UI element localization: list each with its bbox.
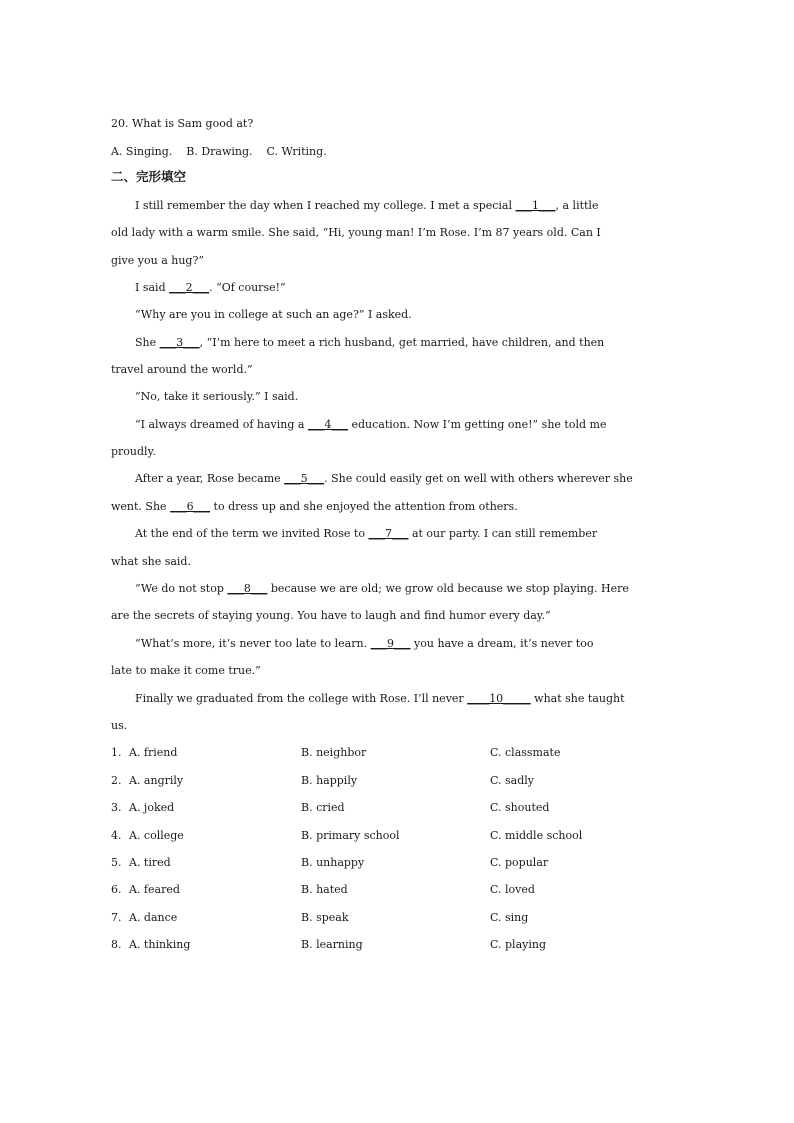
blank-6: ___6___ xyxy=(170,500,211,513)
option-row-5: 5. A. tired B. unhappy C. popular xyxy=(111,856,549,869)
option-b: B. neighbor xyxy=(301,746,367,759)
option-b: B. primary school xyxy=(301,829,400,842)
passage-line: After a year, Rose became ___5___. She could easily get on well with others wherever she xyxy=(135,472,633,485)
passage-line: I said ___2___. “Of course!” xyxy=(135,281,286,294)
option-b: B. unhappy xyxy=(301,856,365,869)
option-a: A. thinking xyxy=(129,938,191,951)
passage-line: “I always dreamed of having a ___4___ education. Now I’m getting one!” she told me xyxy=(135,418,607,431)
option-row-7: 7. A. dance B. speak C. sing xyxy=(111,911,529,924)
passage-line: “No, take it seriously.” I said. xyxy=(135,390,299,403)
question-20-options: A. Singing. B. Drawing. C. Writing. xyxy=(111,145,327,158)
passage-line: proudly. xyxy=(111,445,156,458)
passage-line: old lady with a warm smile. She said, “Hi, young man! I’m Rose. I’m 87 years old. Can I xyxy=(111,226,601,239)
option-c: C. playing xyxy=(490,938,546,951)
option-row-6: 6. A. feared B. hated C. loved xyxy=(111,883,535,896)
blank-1: ___1___ xyxy=(515,199,556,212)
passage-line: what she said. xyxy=(111,555,191,568)
option-b: B. happily xyxy=(301,774,358,787)
option-c: C. loved xyxy=(490,883,535,896)
passage-line: “Why are you in college at such an age?” I asked. xyxy=(135,308,412,321)
blank-2: ___2___ xyxy=(169,281,210,294)
option-b: B. speak xyxy=(301,911,349,924)
blank-5: ___5___ xyxy=(284,472,325,485)
passage-line: I still remember the day when I reached my college. I met a special ___1___, a little xyxy=(135,199,599,212)
option-a: A. feared xyxy=(129,883,180,896)
blank-10: ____10_____ xyxy=(467,692,531,705)
blank-4: ___4___ xyxy=(307,418,348,431)
passage-line: travel around the world.” xyxy=(111,363,253,376)
option-a: A. college xyxy=(129,829,184,842)
option-a: A. angrily xyxy=(129,774,184,787)
passage-line: At the end of the term we invited Rose to ___7___ at our party. I can still remember xyxy=(135,527,598,540)
passage-line: late to make it come true.” xyxy=(111,664,261,677)
passage-line: “What’s more, it’s never too late to learn. ___9___ you have a dream, it’s never too xyxy=(135,637,594,650)
option-row-4: 4. A. college B. primary school C. middle school xyxy=(111,829,583,842)
option-row-1: 1. A. friend B. neighbor C. classmate xyxy=(111,746,561,759)
passage-line: are the secrets of staying young. You have to laugh and find humor every day.” xyxy=(111,609,551,622)
option-row-8: 8. A. thinking B. learning C. playing xyxy=(111,938,546,951)
option-b: B. hated xyxy=(301,883,348,896)
option-a: A. dance xyxy=(129,911,178,924)
passage-line: went. She ___6___ to dress up and she enjoyed the attention from others. xyxy=(111,500,518,513)
section-heading: 二、完形填空 xyxy=(111,169,187,184)
blank-8: ___8___ xyxy=(227,582,268,595)
option-c: C. popular xyxy=(490,856,549,869)
option-c: C. sadly xyxy=(490,774,534,787)
option-a: A. friend xyxy=(129,746,178,759)
option-c: C. middle school xyxy=(490,829,583,842)
option-row-2: 2. A. angrily B. happily C. sadly xyxy=(111,774,534,787)
passage-line: Finally we graduated from the college with Rose. I’ll never ____10_____ what she taught xyxy=(135,692,625,705)
option-b: B. cried xyxy=(301,801,345,814)
option-row-3: 3. A. joked B. cried C. shouted xyxy=(111,801,550,814)
option-a: A. tired xyxy=(129,856,171,869)
blank-3: ___3___ xyxy=(159,336,200,349)
option-a: A. joked xyxy=(129,801,175,814)
question-20: 20. What is Sam good at? xyxy=(111,117,254,130)
passage-line: give you a hug?” xyxy=(111,254,204,267)
passage-line: She ___3___, “I’m here to meet a rich husband, get married, have children, and then xyxy=(135,336,605,349)
option-c: C. sing xyxy=(490,911,529,924)
passage-line: “We do not stop ___8___ because we are old; we grow old because we stop playing. Here xyxy=(135,582,629,595)
option-b: B. learning xyxy=(301,938,363,951)
blank-9: ___9___ xyxy=(370,637,411,650)
blank-7: ___7___ xyxy=(368,527,409,540)
option-c: C. shouted xyxy=(490,801,550,814)
passage-line: us. xyxy=(111,719,128,732)
option-c: C. classmate xyxy=(490,746,561,759)
